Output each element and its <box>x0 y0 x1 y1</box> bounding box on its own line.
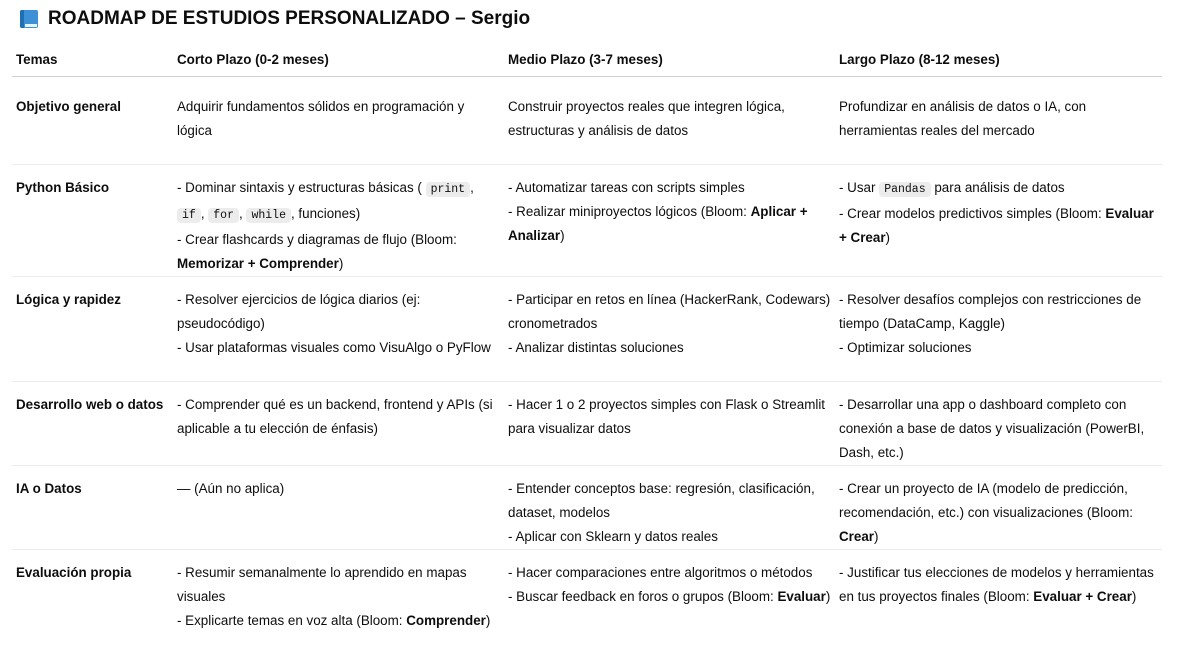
corto-cell <box>173 550 504 655</box>
cell-line: - Analizar distintas soluciones <box>508 340 684 355</box>
topic-cell: Python Básico <box>12 165 173 277</box>
page-title <box>18 8 530 30</box>
medio-cell: - Hacer 1 o 2 proyectos simples con Flask o Streamlit para visualizar datos <box>504 382 835 466</box>
page-title-text: ROADMAP DE ESTUDIOS PERSONALIZADO – Sergio <box>48 8 531 29</box>
table-row-evaluacion-propia <box>12 550 1162 655</box>
table-row-logica-rapidez <box>12 277 1162 382</box>
cell-line: - Entender conceptos base: regresión, clasificación, dataset, modelos <box>508 481 815 520</box>
cell-line: - Optimizar soluciones <box>839 340 972 355</box>
topic-cell: Objetivo general <box>12 77 173 165</box>
topic-cell: IA o Datos <box>12 466 173 550</box>
cell-line: - Usar plataformas visuales como VisuAlgo o PyFlow <box>177 340 491 355</box>
roadmap-table <box>12 45 1162 654</box>
cell-line: - Resolver desafíos complejos con restricciones de tiempo (DataCamp, Kaggle) <box>839 292 1142 331</box>
topic-cell: Desarrollo web o datos <box>12 382 173 466</box>
cell-line: - Resolver ejercicios de lógica diarios (ej: pseudocódigo) <box>177 292 421 331</box>
largo-cell <box>835 550 1162 655</box>
cell-line: - Hacer comparaciones entre algoritmos o métodos <box>508 565 813 580</box>
medio-cell <box>504 550 835 655</box>
largo-cell <box>835 277 1162 382</box>
cell-line: - Crear modelos predictivos simples (Bloom: Evaluar + Crear) <box>839 206 1154 245</box>
code-while: while <box>246 208 291 223</box>
cell-line: - Buscar feedback en foros o grupos (Bloom: Evaluar) <box>508 589 831 604</box>
table-row-ia-datos <box>12 466 1162 550</box>
corto-cell <box>173 277 504 382</box>
table-row-python-basico <box>12 165 1162 277</box>
cell-line: - Dominar sintaxis y estructuras básicas ( print , if , for , while , funciones) <box>177 180 474 222</box>
largo-cell <box>835 165 1162 277</box>
corto-cell: — (Aún no aplica) <box>173 466 504 550</box>
cell-line: - Realizar miniproyectos lógicos (Bloom: Aplicar + Analizar) <box>508 204 808 243</box>
largo-cell: Profundizar en análisis de datos o IA, con herramientas reales del mercado <box>835 77 1162 165</box>
code-if: if <box>177 208 201 223</box>
header-largo-plazo: Largo Plazo (8-12 meses) <box>835 45 1162 77</box>
cell-line: - Crear un proyecto de IA (modelo de predicción, recomendación, etc.) con visualizaciones (Bloom: Crear) <box>839 481 1133 544</box>
code-pandas: Pandas <box>879 182 930 197</box>
cell-line: - Automatizar tareas con scripts simples <box>508 180 745 195</box>
code-print: print <box>426 182 471 197</box>
largo-cell <box>835 466 1162 550</box>
header-medio-plazo: Medio Plazo (3-7 meses) <box>504 45 835 77</box>
table-row-desarrollo-web <box>12 382 1162 466</box>
table-header-row <box>12 45 1162 77</box>
cell-line: - Explicarte temas en voz alta (Bloom: Comprender) <box>177 613 491 628</box>
medio-cell <box>504 165 835 277</box>
topic-cell: Lógica y rapidez <box>12 277 173 382</box>
largo-cell: - Desarrollar una app o dashboard completo con conexión a base de datos y visualización (PowerBI, Dash, etc.) <box>835 382 1162 466</box>
cell-line: - Aplicar con Sklearn y datos reales <box>508 529 718 544</box>
corto-cell: - Comprender qué es un backend, frontend y APIs (si aplicable a tu elección de énfasis) <box>173 382 504 466</box>
table-row-objetivo-general <box>12 77 1162 165</box>
header-temas: Temas <box>12 45 173 77</box>
medio-cell <box>504 466 835 550</box>
cell-line: - Participar en retos en línea (HackerRank, Codewars) cronometrados <box>508 292 831 331</box>
corto-cell <box>173 165 504 277</box>
blue-book-icon <box>18 9 40 29</box>
header-corto-plazo: Corto Plazo (0-2 meses) <box>173 45 504 77</box>
code-for: for <box>208 208 239 223</box>
cell-line: - Crear flashcards y diagramas de flujo (Bloom: Memorizar + Comprender) <box>177 232 457 271</box>
cell-line: - Justificar tus elecciones de modelos y herramientas en tus proyectos finales (Bloom: Evaluar + Crear) <box>839 565 1154 604</box>
medio-cell <box>504 277 835 382</box>
topic-cell: Evaluación propia <box>16 565 132 580</box>
medio-cell: Construir proyectos reales que integren lógica, estructuras y análisis de datos <box>504 77 835 165</box>
corto-cell: Adquirir fundamentos sólidos en programación y lógica <box>173 77 504 165</box>
cell-line: - Resumir semanalmente lo aprendido en mapas visuales <box>177 565 467 604</box>
cell-line: - Usar Pandas para análisis de datos <box>839 180 1065 196</box>
